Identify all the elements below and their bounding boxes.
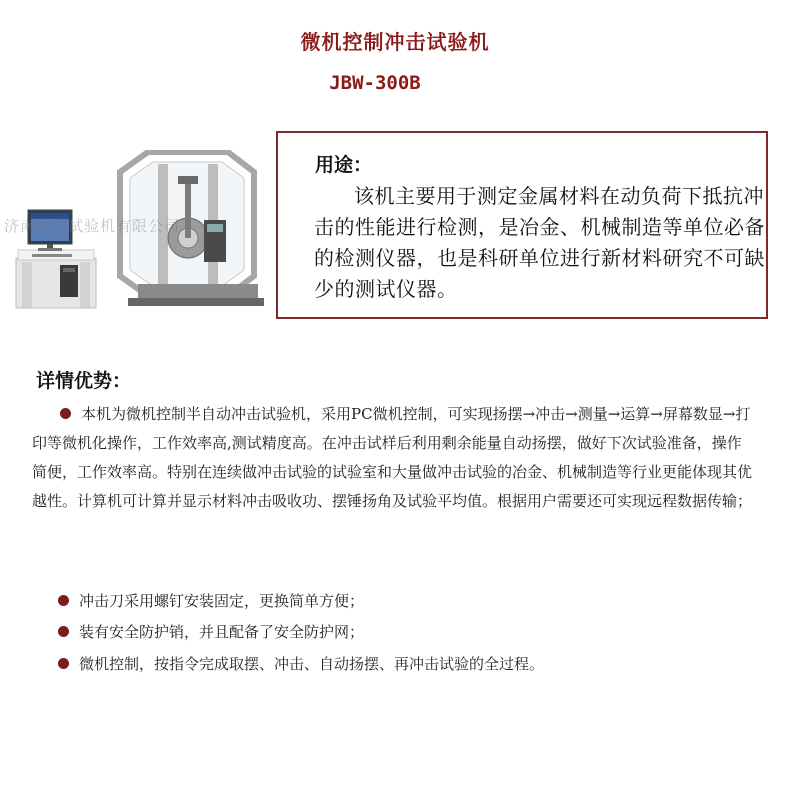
usage-box xyxy=(276,131,768,319)
model-number: JBW-300B xyxy=(329,72,421,94)
page-title: 微机控制冲击试验机 xyxy=(300,30,490,54)
list-item-text: 装有安全防护销，并且配备了安全防护网； xyxy=(79,623,365,641)
details-intro xyxy=(32,400,752,516)
bullet-icon xyxy=(58,658,69,669)
bullet-icon xyxy=(58,595,69,606)
bullet-icon xyxy=(58,626,69,637)
list-item-text: 微机控制，按指令完成取摆、冲击、自动扬摆、再冲击试验的全过程。 xyxy=(79,655,545,673)
usage-text: 该机主要用于测定金属材料在动负荷下抵抗冲击的性能进行检测，是冶金、机械制造等单位必备的检测仪器，也是科研单位进行新材料研究不可缺少的测试仪器。 xyxy=(314,184,765,301)
details-heading: 详情优势： xyxy=(36,370,132,392)
list-item xyxy=(58,590,364,611)
details-intro-text: 本机为微机控制半自动冲击试验机，采用PC微机控制，可实现扬摆→冲击→测量→运算→屏幕数显→打印等微机化操作，工作效率高,测试精度高。在冲击试样后利用剩余能量自动扬摆，做好下次试验准备，操作简便，工作效率高。特别在连续做冲击试验的试验室和大量做冲击试验的冶金、机械制造等行业更能体现其优越性。计算机可计算并显示材料冲击吸收功、摆锤扬角及试验平均值。根据用户需要还可实现远程数据传输； xyxy=(32,405,753,510)
watermark-text: 济南试领试验机有限公司 xyxy=(4,217,181,235)
usage-heading: 用途： xyxy=(315,154,373,176)
list-item xyxy=(58,653,544,674)
list-item xyxy=(58,621,364,642)
list-item-text: 冲击刀采用螺钉安装固定，更换简单方便； xyxy=(79,592,365,610)
bullet-icon xyxy=(60,408,71,419)
